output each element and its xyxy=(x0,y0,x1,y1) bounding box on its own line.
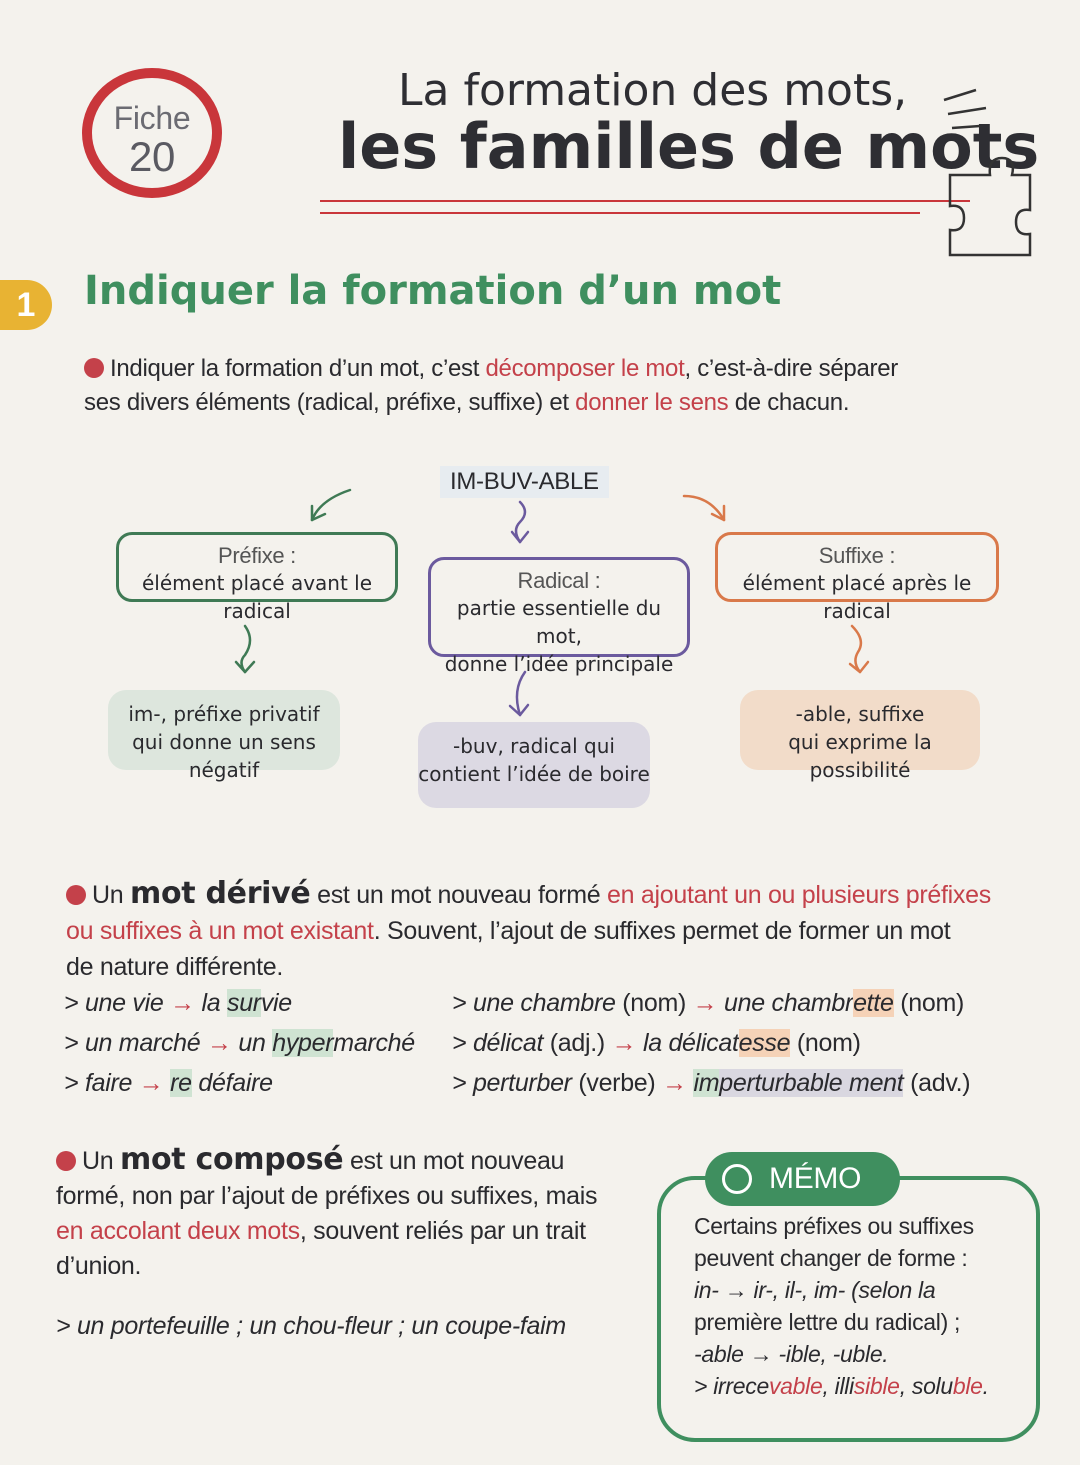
suffix-box xyxy=(715,532,999,623)
example-word: IM-BUV-ABLE xyxy=(440,466,609,498)
badge-label: Fiche xyxy=(113,100,191,136)
example-item: > une chambre (nom) → une chambrette (nom) xyxy=(452,989,964,1017)
example-item: > faire → re défaire xyxy=(64,1069,273,1097)
example-item: > perturber (verbe) → imperturbable ment (adv.) xyxy=(452,1069,971,1097)
suffix-title: Suffixe : xyxy=(818,543,896,568)
radical-desc: partie essentielle du mot, xyxy=(456,596,662,648)
suffix-desc: élément placé après le radical xyxy=(742,571,972,623)
radical-box xyxy=(428,557,690,676)
memo-label: MÉMO xyxy=(705,1152,900,1206)
radical-title: Radical : xyxy=(517,568,601,593)
example-item: > une vie → la survie xyxy=(64,989,292,1017)
bullet-icon xyxy=(56,1151,76,1171)
suffix-result: -able, suffixe qui exprime la possibilité xyxy=(740,690,980,770)
radical-desc: donne l’idée principale xyxy=(444,652,674,676)
section-number: 1 xyxy=(0,280,52,330)
page-title-line1: La formation des mots, xyxy=(398,65,908,116)
example-item: > délicat (adj.) → la délicatesse (nom) xyxy=(452,1029,861,1057)
bullet-icon xyxy=(66,885,86,905)
badge-number: 20 xyxy=(128,133,176,180)
page-title-line2: les familles de mots xyxy=(338,110,1040,183)
example-item: > un marché → un hypermarché xyxy=(64,1029,415,1057)
derive-examples-right xyxy=(452,983,970,1103)
prefix-title: Préfixe : xyxy=(218,543,296,568)
prefix-desc: élément placé avant le radical xyxy=(141,571,373,623)
prefix-box xyxy=(116,532,398,623)
intro-paragraph: Indiquer la formation d’un mot, c’est décomposer le mot, c’est-à-dire séparer ses divers éléments (radical, préfixe, suffixe) et donner le sens de chacun. xyxy=(84,355,898,416)
derive-examples-left xyxy=(64,983,415,1103)
prefix-result: im-, préfixe privatif qui donne un sens négatif xyxy=(108,690,340,770)
derive-paragraph: Un mot dérivé est un mot nouveau formé en ajoutant un ou plusieurs préfixes ou suffixes à un mot existant. Souvent, l’ajout de suffixes permet de former un mot de nature différente. xyxy=(66,876,991,981)
compose-example: > un portefeuille ; un chou-fleur ; un coupe-faim xyxy=(56,1312,566,1340)
lightbulb-icon xyxy=(722,1164,752,1194)
term-mot-compose: mot composé xyxy=(120,1142,344,1177)
compose-paragraph: Un mot composé est un mot nouveau formé, non par l’ajout de préfixes ou suffixes, mais en accolant deux mots, souvent reliés par un trait d’union. xyxy=(56,1142,598,1280)
section-title: Indiquer la formation d’un mot xyxy=(84,268,782,314)
radical-result: -buv, radical qui contient l’idée de boire xyxy=(418,722,650,808)
term-mot-derive: mot dérivé xyxy=(130,876,311,911)
memo-text: Certains préfixes ou suffixes peuvent changer de forme : in- → ir-, il-, im- (selon la première lettre du radical) ; -able → -ible, -uble. > irrecevable, illisible, soluble. xyxy=(694,1213,989,1399)
